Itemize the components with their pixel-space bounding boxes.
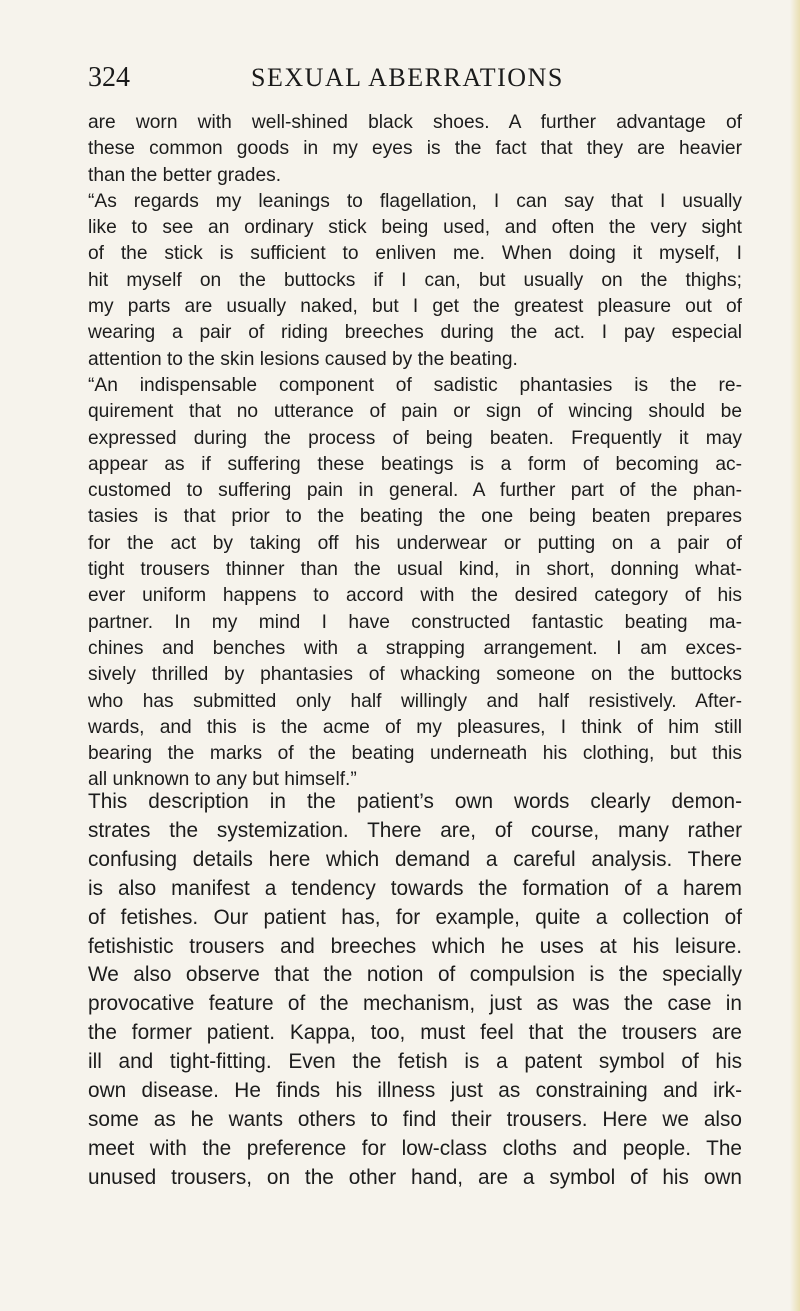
text-line: chines and benches with a strapping arrangement. I am exces-	[88, 637, 742, 659]
text-line: wearing a pair of riding breeches during the act. I pay especial	[88, 322, 742, 344]
text-line: attention to the skin lesions caused by the beating.	[88, 348, 518, 370]
text-line: who has submitted only half willingly and half resistively. After-	[88, 690, 742, 712]
text-line: like to see an ordinary stick being used, and often the very sight	[88, 217, 742, 239]
text-line: meet with the preference for low-class cloths and people. The	[88, 1136, 742, 1160]
page-edge	[790, 0, 800, 1311]
text-line: these common goods in my eyes is the fact that they are heavier	[88, 138, 742, 160]
text-line: tasies is that prior to the beating the one being beaten prepares	[88, 506, 742, 528]
text-line: customed to suffering pain in general. A further part of the phan-	[88, 480, 742, 502]
text-line: of fetishes. Our patient has, for example, quite a collection of	[88, 905, 742, 929]
page-number: 324	[88, 62, 130, 93]
text-line: ever uniform happens to accord with the desired category of his	[88, 585, 742, 607]
text-line: than the better grades.	[88, 164, 282, 186]
page-header	[88, 60, 738, 96]
text-line: my parts are usually naked, but I get the greatest pleasure out of	[88, 296, 742, 318]
text-line: strates the systemization. There are, of course, many rather	[88, 818, 742, 842]
text-line: own disease. He finds his illness just as constraining and irk-	[88, 1079, 742, 1103]
text-line: fetishistic trousers and breeches which he uses at his leisure.	[88, 934, 742, 958]
text-line: sively thrilled by phantasies of whacking someone on the buttocks	[88, 664, 742, 686]
running-head: SEXUAL ABERRATIONS	[251, 63, 564, 92]
text-line: unused trousers, on the other hand, are a symbol of his own	[88, 1165, 742, 1189]
text-line: of the stick is sufficient to enliven me. When doing it myself, I	[88, 243, 742, 265]
text-line: expressed during the process of being beaten. Frequently it may	[88, 427, 742, 449]
text-line: We also observe that the notion of compulsion is the specially	[88, 963, 742, 987]
text-line: ill and tight-fitting. Even the fetish is a patent symbol of his	[88, 1050, 742, 1074]
text-line: partner. In my mind I have constructed fantastic beating ma-	[88, 611, 742, 633]
text-line: for the act by taking off his underwear or putting on a pair of	[88, 532, 742, 554]
text-line: This description in the patient’s own words clearly demon-	[88, 790, 742, 813]
text-line: some as he wants others to find their trousers. Here we also	[88, 1107, 742, 1131]
text-line: bearing the marks of the beating underneath his clothing, but this	[88, 743, 742, 765]
text-line: all unknown to any but himself.”	[88, 769, 357, 791]
text-line: is also manifest a tendency towards the formation of a harem	[88, 876, 742, 900]
text-line: wards, and this is the acme of my pleasures, I think of him still	[88, 716, 742, 738]
text-line: appear as if suffering these beatings is a form of becoming ac-	[88, 453, 742, 475]
text-line: tight trousers thinner than the usual kind, in short, donning what-	[88, 559, 742, 581]
text-line: are worn with well-shined black shoes. A further advantage of	[88, 112, 742, 133]
text-line: provocative feature of the mechanism, just as was the case in	[88, 992, 742, 1016]
text-line: “An indispensable component of sadistic phantasies is the re-	[88, 374, 742, 396]
text-line: confusing details here which demand a careful analysis. There	[88, 847, 742, 871]
quoted-passage	[88, 110, 742, 794]
commentary-paragraph	[88, 788, 742, 1193]
text-line: hit myself on the buttocks if I can, but usually on the thighs;	[88, 269, 742, 291]
text-line: quirement that no utterance of pain or sign of wincing should be	[88, 401, 742, 423]
text-line: “As regards my leanings to flagellation, I can say that I usually	[88, 190, 742, 212]
text-line: the former patient. Kappa, too, must feel that the trousers are	[88, 1021, 742, 1045]
